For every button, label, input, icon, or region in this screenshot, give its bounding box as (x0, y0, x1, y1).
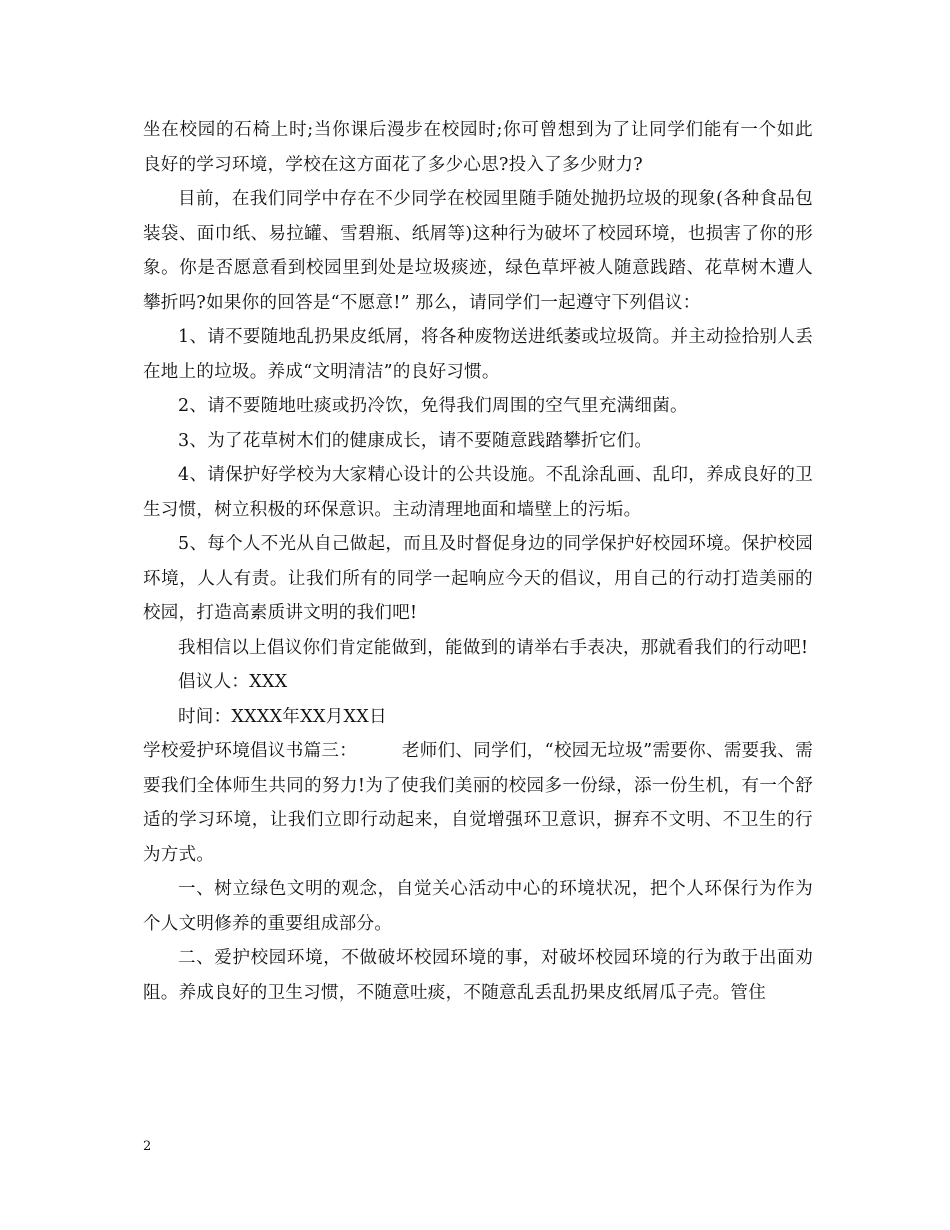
page-number: 2 (143, 1139, 152, 1154)
paragraph-4: 2、请不要随地吐痰或扔冷饮，免得我们周围的空气里充满细菌。 (178, 396, 688, 416)
paragraph-7: 5、每个人不光从自己做起，而且及时督促身边的同学保护好校园环境。保护校园环境，人人有责。让我们所有的同学一起响应今天的倡议，用自己的行动打造美丽的校园，打造高素质讲文明的我们吧! (143, 534, 813, 623)
paragraph-10: 时间：XXXX年XX月XX日 (178, 706, 387, 727)
paragraph-11: 学校爱护环境倡议书篇三： 老师们、同学们，“校园无垃圾”需要你、需要我、需要我们全体师生共同的努力!为了使我们美丽的校园多一份绿，添一份生机，有一个舒适的学习环境，让我们立即行动起来，自觉增强环卫意识，摒弃不文明、不卫生的行为方式。 (143, 741, 813, 865)
paragraph-5: 3、为了花草树木们的健康成长，请不要随意践踏攀折它们。 (178, 430, 653, 451)
paragraph-12: 一、树立绿色文明的观念，自觉关心活动中心的环境状况，把个人环保行为作为个人文明修养的重要组成部分。 (143, 879, 813, 934)
paragraph-6: 4、请保护好学校为大家精心设计的公共设施。不乱涂乱画、乱印，养成良好的卫生习惯，树立积极的环保意识。主动清理地面和墙壁上的污垢。 (143, 465, 813, 520)
paragraph-1: 坐在校园的石椅上时;当你课后漫步在校园时;你可曾想到为了让同学们能有一个如此良好的学习环境，学校在这方面花了多少心思?投入了多少财力? (143, 120, 813, 175)
paragraph-13: 二、爱护校园环境，不做破坏校园环境的事，对破坏校园环境的行为敢于出面劝阻。养成良好的卫生习惯，不随意吐痰，不随意乱丢乱扔果皮纸屑瓜子壳。管住 (143, 948, 813, 1003)
paragraph-9: 倡议人：XXX (178, 672, 288, 692)
paragraph-8: 我相信以上倡议你们肯定能做到，能做到的请举右手表决，那就看我们的行动吧! (178, 637, 809, 658)
paragraph-3: 1、请不要随地乱扔果皮纸屑，将各种废物送进纸萎或垃圾筒。并主动捡拾别人丢在地上的垃圾。养成“文明清洁”的良好习惯。 (143, 327, 813, 382)
document-body (143, 113, 813, 1010)
paragraph-2: 目前，在我们同学中存在不少同学在校园里随手随处抛扔垃圾的现象(各种食品包装袋、面巾纸、易拉罐、雪碧瓶、纸屑等)这种行为破坏了校园环境，也损害了你的形象。你是否愿意看到校园里到处是垃圾痰迹，绿色草坪被人随意践踏、花草树木遭人攀折吗?如果你的回答是“不愿意!” 那么，请同学们一起遵守下列倡议： (143, 189, 813, 313)
